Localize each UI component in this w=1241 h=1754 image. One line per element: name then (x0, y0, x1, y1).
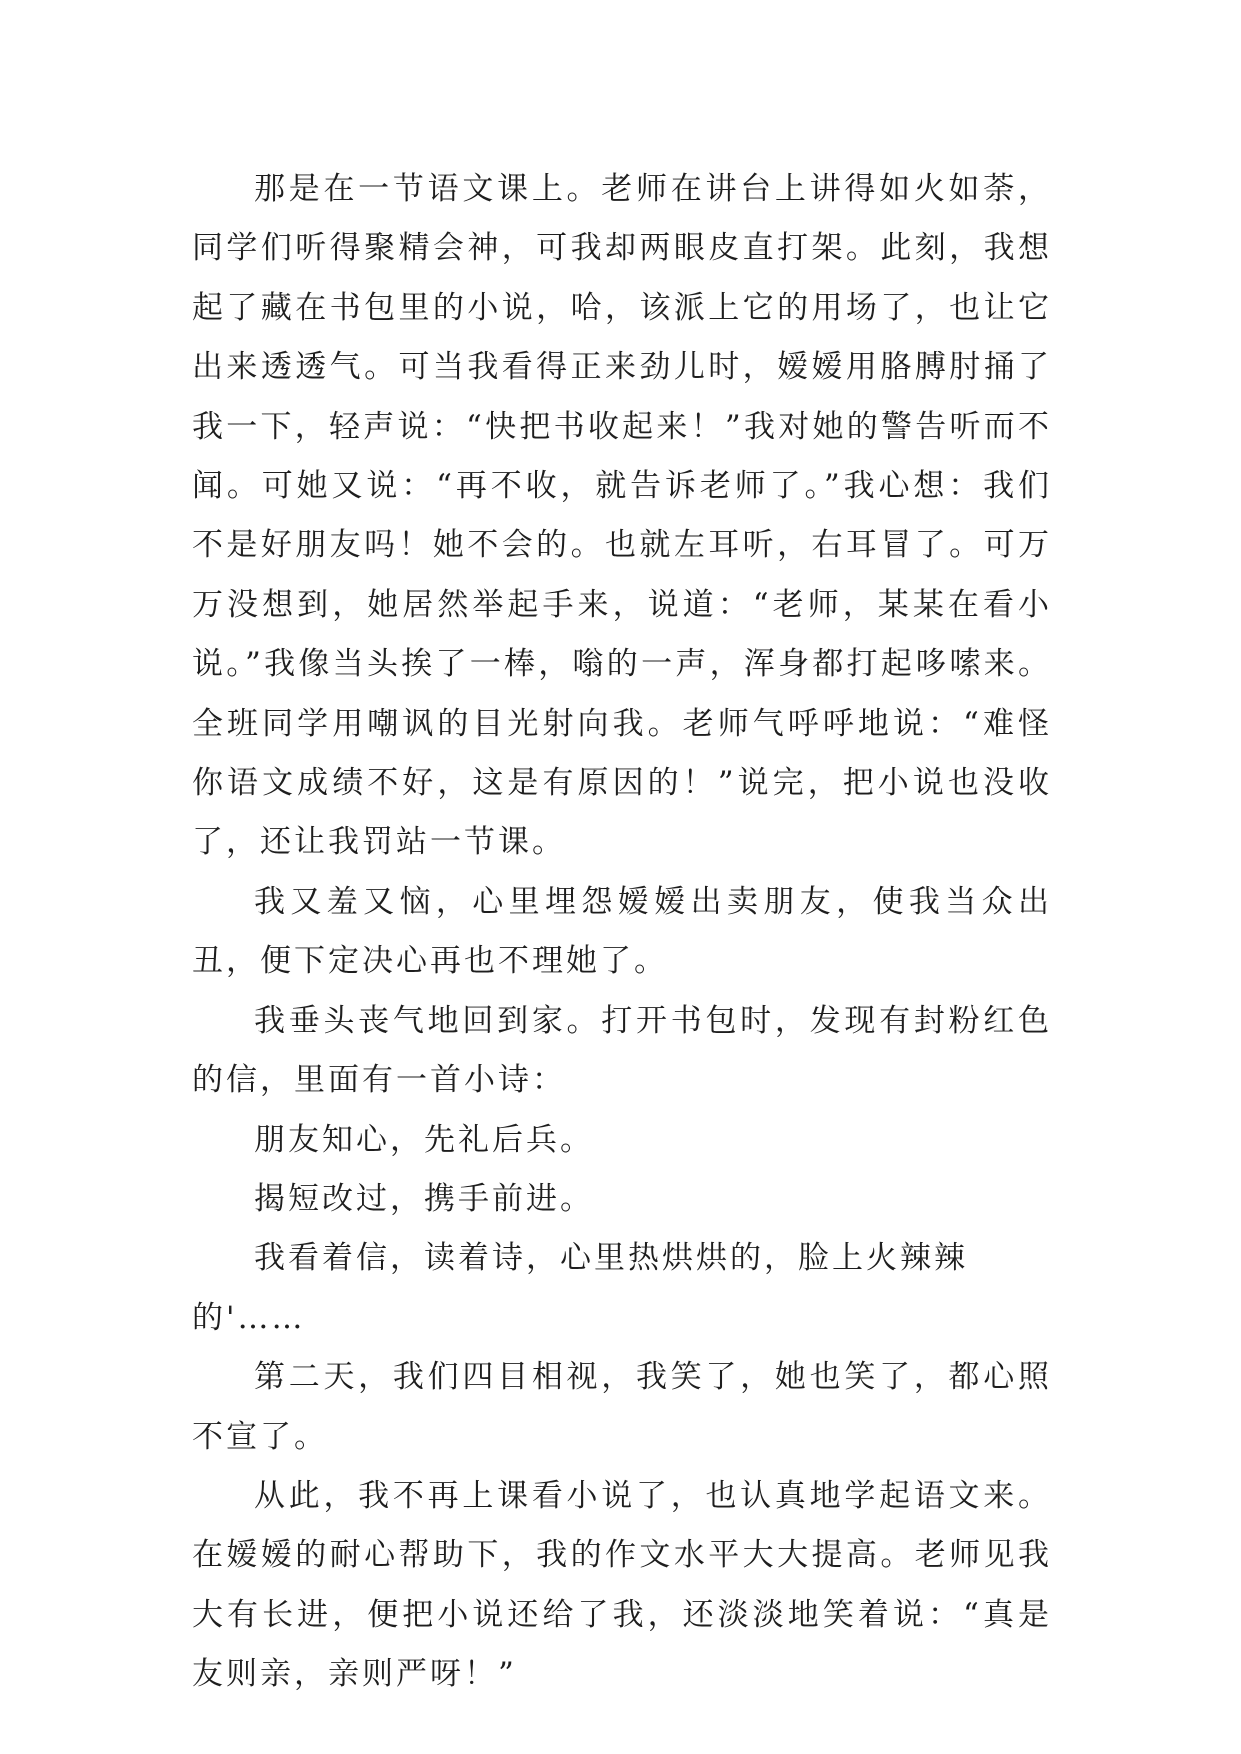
paragraph-letter: 我垂头丧气地回到家。打开书包时，发现有封粉红色的信，里面有一首小诗： (192, 1002, 1052, 1099)
paragraph-angry: 我又羞又恼，心里埋怨嫒嫒出卖朋友，使我当众出丑，便下定决心再也不理她了。 (192, 883, 1052, 980)
paragraph-conclusion: 从此，我不再上课看小说了，也认真地学起语文来。在嫒嫒的耐心帮助下，我的作文水平大大提高。老师见我大有长进，便把小说还给了我，还淡淡地笑着说：“真是友则亲，亲则严呀！” (192, 1477, 1052, 1693)
poem-line-2: 揭短改过，携手前进。 (254, 1180, 594, 1217)
document-page (192, 160, 1052, 1705)
paragraph-reading-letter: 我看着信，读着诗，心里热烘烘的，脸上火辣辣的'…… (192, 1240, 968, 1336)
poem-line-1: 朋友知心，先礼后兵。 (254, 1121, 594, 1158)
paragraph-next-day: 第二天，我们四目相视，我笑了，她也笑了，都心照不宣了。 (192, 1359, 1052, 1455)
paragraph-classroom-story: 那是在一节语文课上。老师在讲台上讲得如火如荼，同学们听得聚精会神，可我却两眼皮直打架。此刻，我想起了藏在书包里的小说，哈，该派上它的用场了，也让它出来透透气。可当我看得正来劲儿时，嫒嫒用胳膊肘捅了我一下，轻声说：“快把书收起来！”我对她的警告听而不闻。可她又说：“再不收，就告诉老师了。”我心想：我们不是好朋友吗！她不会的。也就左耳听，右耳冒了。可万万没想到，她居然举起手来，说道：“老师，某某在看小说。”我像当头挨了一棒，嗡的一声，浑身都打起哆嗦来。全班同学用嘲讽的目光射向我。老师气呼呼地说：“难怪你语文成绩不好，这是有原因的！”说完，把小说也没收了，还让我罚站一节课。 (192, 171, 1052, 861)
